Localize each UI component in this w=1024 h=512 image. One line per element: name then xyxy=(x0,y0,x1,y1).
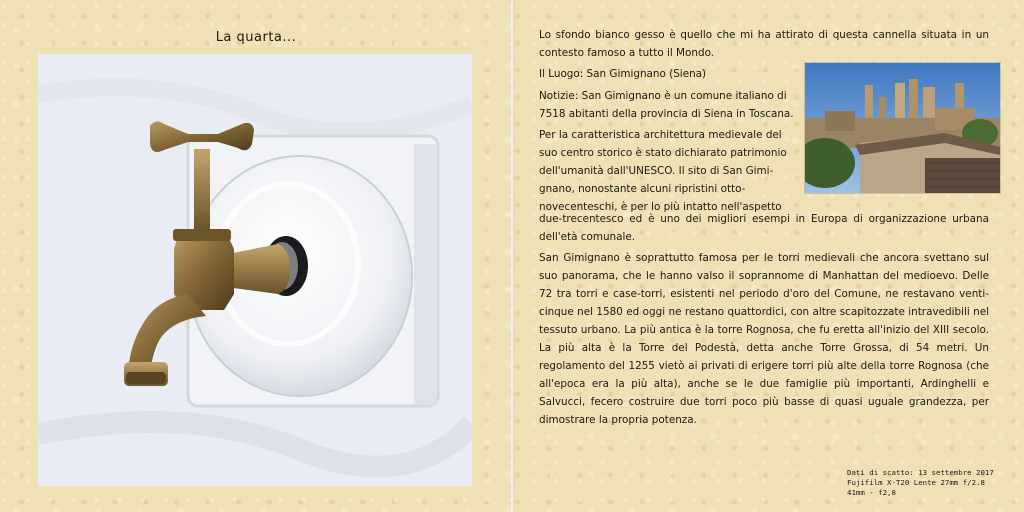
architecture-line: dell'umanità dall'UNESCO. Il sito di San Gimi- xyxy=(539,165,774,177)
notes-paragraph xyxy=(539,87,804,123)
san-gimignano-photo xyxy=(805,63,1000,193)
notes-line: Notizie: San Gimignano è un comune italiano di xyxy=(539,90,787,102)
faucet-photo xyxy=(38,54,472,486)
faucet-illustration xyxy=(38,54,472,486)
shot-info-line: Fujifilm X-T20 Lente 27mm f/2.8 xyxy=(847,478,985,487)
towers-text: San Gimignano è soprattutto famosa per le torri medievali che ancora svettano sul suo panorama, che le hanno valso il soprannome di Manhattan del medioevo. Delle 72 tra torri e case-torri, esistenti nel periodo d'oro del Comune, ne restavano venti-cinque nel 1580 ed oggi ne restano quattordici, con altre scapitozzate intravedibili nel tessuto urbano. La più antica è la torre Rognosa, che fu eretta all'inizio del XIII secolo. La più alta è la Torre del Podestà, detta anche Torre Grossa, di 54 metri. Un regolamento del 1255 vietò ai privati di erigere torri più alte della torre Rognosa (che all'epoca era la più alta), anche se le due famiglie più importanti, Ardinghelli e Salvucci, fecero costruire due torri poco più basse di quasi uguale grandezza, per dimostrare la propria potenza. xyxy=(539,252,989,426)
architecture-tail-text: due-trecentesco ed è uno dei migliori esempi in Europa di organizzazione urbana dell'età comunale. xyxy=(539,213,989,243)
notes-line: 7518 abitanti della provincia di Siena in Toscana. xyxy=(539,108,794,120)
towers-paragraph xyxy=(539,249,989,434)
place-text: Il Luogo: San Gimignano (Siena) xyxy=(539,68,707,80)
shot-details xyxy=(847,468,1017,498)
architecture-line: Per la caratteristica architettura medievale del xyxy=(539,129,782,141)
shot-info-line: Dati di scatto: 13 settembre 2017 xyxy=(847,468,994,477)
architecture-tail xyxy=(539,210,989,251)
shot-info-line: 41mm - f2,8 xyxy=(847,488,896,497)
intro-text: Lo sfondo bianco gesso è quello che mi ha attirato di questa cannella situata in un contesto famoso a tutto il Mondo. xyxy=(539,29,989,59)
architecture-paragraph xyxy=(539,126,797,216)
architecture-line: suo centro storico è stato dichiarato patrimonio xyxy=(539,147,787,159)
towers-illustration xyxy=(805,63,1000,193)
architecture-line: gnano, nonostante alcuni ripristini otto- xyxy=(539,183,746,195)
right-page xyxy=(512,0,1024,512)
architecture-line: novecenteschi, è per lo più intatto nell'aspetto xyxy=(539,201,782,213)
intro-paragraph xyxy=(539,26,989,67)
page-title: La quarta... xyxy=(215,30,297,45)
place-paragraph xyxy=(539,65,799,88)
